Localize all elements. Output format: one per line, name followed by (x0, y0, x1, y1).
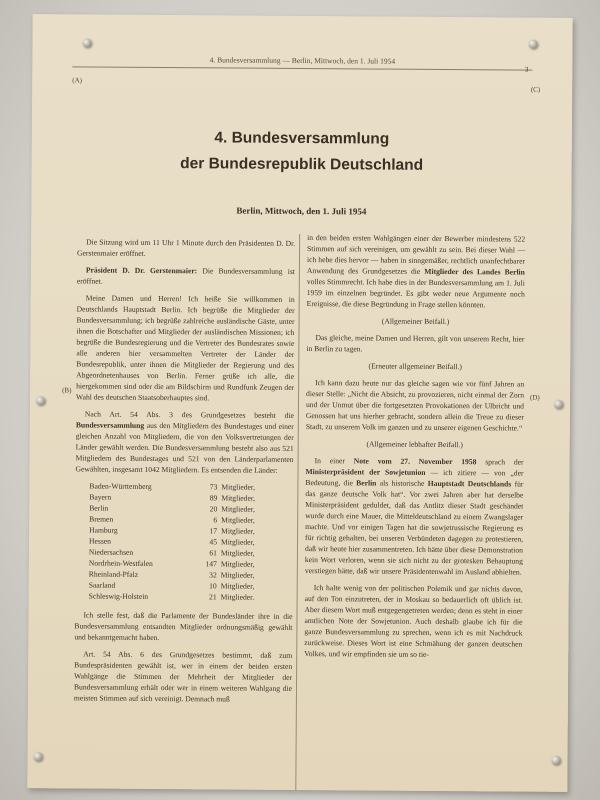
article-paragraph: Art. 54 Abs. 6 des Grundgesetzes bestimmt, daß zum Bundespräsidenten gewählt ist, wer in einem der beiden ersten Wahlgänge die Stimmen der Mehrheit der Mitglieder der Bundesversammlung erhält oder wer in einem weiteren Wahlgang die meisten Stimmen auf sich vereinigt. Demnach muß (73, 649, 293, 704)
state-row (75, 590, 293, 603)
speech-text: Die Bundesversammlung ist eröffnet. (76, 266, 295, 286)
bold-term: Ministerpräsident der Sowjetunion (305, 467, 426, 477)
state-member-label: Mitglieder, (220, 548, 255, 558)
margin-marker-a: (A) (72, 76, 82, 85)
state-member-count: 17 (209, 526, 218, 536)
state-name: Nordrhein-Westfalen (88, 558, 153, 568)
title-line-1: 4. Bundesversammlung (214, 129, 390, 148)
state-member-count: 147 (205, 559, 217, 569)
pin-icon (36, 396, 45, 405)
pin-icon (528, 40, 537, 49)
voting-paragraph (307, 232, 526, 311)
pin-icon (82, 38, 91, 47)
bold-term: Note vom 27. November 1958 (353, 456, 477, 467)
applause-note: (Allgemeiner lebhafter Beifall.) (366, 439, 463, 450)
composition-paragraph (75, 408, 293, 476)
soviet-note-paragraph (305, 455, 524, 578)
speech-text: aus den Mitgliedern des Bundestages und einer gleichen Anzahl von Mitgliedern, die von den Volksvertretungen der Länder gewählt werden. Die Bundesversammlung besteht also aus 521 Mitgliedern des Bundestages und 521 von den Länderparlamenten Gewählten, insgesamt 1042 Mitgliedern. Es entsenden die Länder: (75, 420, 294, 475)
state-name: Saarland (88, 580, 116, 590)
speech-text: In einer (314, 456, 354, 466)
speech-text: in den beiden ersten Wahlgängen einer der Bewerber mindestens 522 Stimmen auf sich vereinigen, um gewählt zu sein. Bei dieser Wahl — ich hebe dies hervor — haben in sinngemäßer, rechtlich unanfechtbarer Anwendung des Grundgesetzes die (306, 233, 526, 276)
bold-term: Hauptstadt Deutschlands (427, 478, 512, 489)
state-member-label: Mitglieder, (220, 581, 255, 591)
state-name: Bayern (89, 492, 112, 502)
state-member-label: Mitglieder, (220, 537, 255, 547)
state-member-label: Mitglieder, (220, 559, 255, 569)
left-column (74, 236, 295, 711)
speech-text: — ich zitiere — von „der Bedeutung, die (305, 467, 524, 488)
state-member-label: Mitglieder. (220, 592, 255, 602)
speech-text: volles Stimmrecht. Ich habe dies in der Bundesversammlung am 1. Juli 1959 im einzelnen begründet. Es gibt weder neue Argumente noch Ereignisse, die diese Begründung in Frage stellen könnten. (306, 277, 525, 310)
applause-note: (Allgemeiner Beifall.) (381, 316, 450, 327)
pin-icon (33, 752, 42, 761)
state-member-count: 21 (209, 592, 217, 602)
berlin-right-paragraph: Das gleiche, meine Damen und Herren, gilt von unserem Recht, hier in Berlin zu tagen. (306, 333, 525, 354)
president-intro (77, 264, 295, 288)
speech-text: als historische (376, 478, 428, 488)
document-title (32, 124, 572, 180)
parliaments-paragraph: Ich stelle fest, daß die Parlamente der Bundesländer ihre in die Bundesversammlung entsandten Mitglieder ordnungsmäßig gewählt und bekanntgemacht haben. (74, 610, 293, 643)
speaker-name: Präsident D. Dr. Gerstenmaier: (85, 265, 198, 276)
state-name: Berlin (89, 503, 109, 513)
opening-note: Die Sitzung wird um 11 Uhr 1 Minute durch den Präsidenten D. Dr. Gerstenmaier eröffnet. (77, 237, 296, 258)
pin-icon (551, 756, 560, 765)
bold-term: Berlin (356, 478, 377, 488)
state-member-count: 6 (213, 515, 218, 525)
state-member-count: 32 (209, 570, 217, 580)
state-member-count: 10 (209, 581, 217, 591)
title-line-2: der Bundesrepublik Deutschland (180, 155, 424, 174)
column-divider (295, 234, 300, 792)
state-member-label: Mitglieder, (220, 570, 255, 580)
state-member-label: Mitglieder, (221, 482, 256, 492)
state-name: Bremen (89, 514, 114, 524)
date-line: Berlin, Mittwoch, den 1. Juli 1954 (236, 205, 367, 217)
state-member-label: Mitglieder, (221, 526, 255, 536)
speech-text: sprach der (476, 457, 524, 467)
pin-icon (554, 400, 563, 409)
margin-marker-b: (B) (62, 386, 72, 395)
state-member-count: 45 (209, 537, 218, 547)
state-member-label: Mitglieder, (221, 504, 255, 514)
quote-paragraph: Ich kann dazu heute nur das gleiche sagen wie vor fünf Jahren an dieser Stelle: „Nicht die Absicht, zu provozieren, nicht einmal der Zorn und der Unmut über die fortgesetzten Provokationen der Ulbricht und Genossen hat uns hierher gebracht, sondern allein die Treue zu dieser Stadt, zu unserem Volk im ganzen und zu unserer eigenen Geschichte.“ (305, 378, 525, 433)
speech-text: für das ganze deutsche Volk hat“. Vor zwei Jahren aber hat derselbe Ministerpräsident geduldet, daß das Antlitz dieser Stadt geschändet wurde durch eine Mauer, die Mitteldeutschland zu einem Zwangslager machte. Und vor einigen Tagen hat die sowjetrussische Regierung es für richtig gehalten, bei unseren Verbündeten dagegen zu protestieren, daß wir heute hier zusammentreten. Ich hätte über diese Demonstration kein Wort verloren, wenn sie sich nicht zu der grotesken Behauptung verstiegen hätte, daß wir unsere Präsidentenwahl im Ausland abhielten. (304, 479, 524, 577)
state-name: Hamburg (89, 525, 118, 535)
state-name: Rheinland-Pfalz (88, 569, 139, 579)
state-member-count: 20 (209, 504, 218, 514)
state-member-label: Mitglieder, (221, 493, 256, 503)
page-number: 3 (524, 65, 529, 74)
state-name: Schleswig-Holstein (88, 591, 149, 601)
margin-marker-d: (D) (530, 393, 540, 402)
polemic-paragraph: Ich halte wenig von der politischen Polemik und gar nichts davon, auf den Ton einzutreten, der in Moskau so bedauerlich oft üblich ist. Aber diesem Wort muß entgegengetreten werden; denn es steht in einer amtlichen Note der Sowjetunion. Auch deshalb glaube ich für die ganze Bundesversammlung zu sprechen, wenn ich es mit Nachdruck zurückweise. Dieses Wort ist eine Schmähung der ganzen deutschen Volkes, und wir empfinden sie um so tie- (304, 583, 523, 659)
states-table (75, 480, 294, 603)
state-member-label: Mitglieder, (221, 515, 255, 525)
state-name: Hessen (88, 536, 111, 546)
state-member-count: 73 (209, 482, 218, 492)
speech-text: Nach Art. 54 Abs. 3 des Grundgesetzes besteht die (84, 409, 294, 420)
state-name: Baden-Württemberg (89, 481, 152, 491)
right-column (304, 232, 525, 667)
state-member-count: 89 (209, 493, 218, 503)
applause-note: (Erneuter allgemeiner Beifall.) (368, 361, 462, 372)
running-head: 4. Bundesversammlung — Berlin, Mittwoch, den 1. Juli 1954 (72, 54, 532, 70)
document-page (27, 14, 572, 792)
margin-marker-c: (C) (530, 85, 541, 94)
welcome-paragraph: Meine Damen und Herren! Ich heiße Sie willkommen in Deutschlands Hauptstadt Berlin. Ich begrüße die Mitglieder der Bundesversammlung; ich begrüße zahlreiche ausländische Gäste, unter ihnen die Botschafter und Mitglieder der ausländischen Missionen; ich begrüße die Bundesregierung und die Vertreter des Bundesrates sowie alle anderen hier versammelten Vertreter der Länder der Bundesrepublik, unter ihnen die Mitglieder der Regierung und des Abgeordnetenhauses von Berlin. Ferner grüße ich alle, die hiergekommen sind oder die am Bildschirm und Rundfunk Zeugen der Wahl des deutschen Staatsoberhauptes sind. (76, 293, 295, 403)
bold-term: Mitglieder des Landes Berlin (424, 266, 525, 277)
state-name: Niedersachsen (88, 547, 134, 557)
state-member-count: 61 (209, 548, 217, 558)
bold-term: Bundesversammlung (75, 420, 145, 430)
